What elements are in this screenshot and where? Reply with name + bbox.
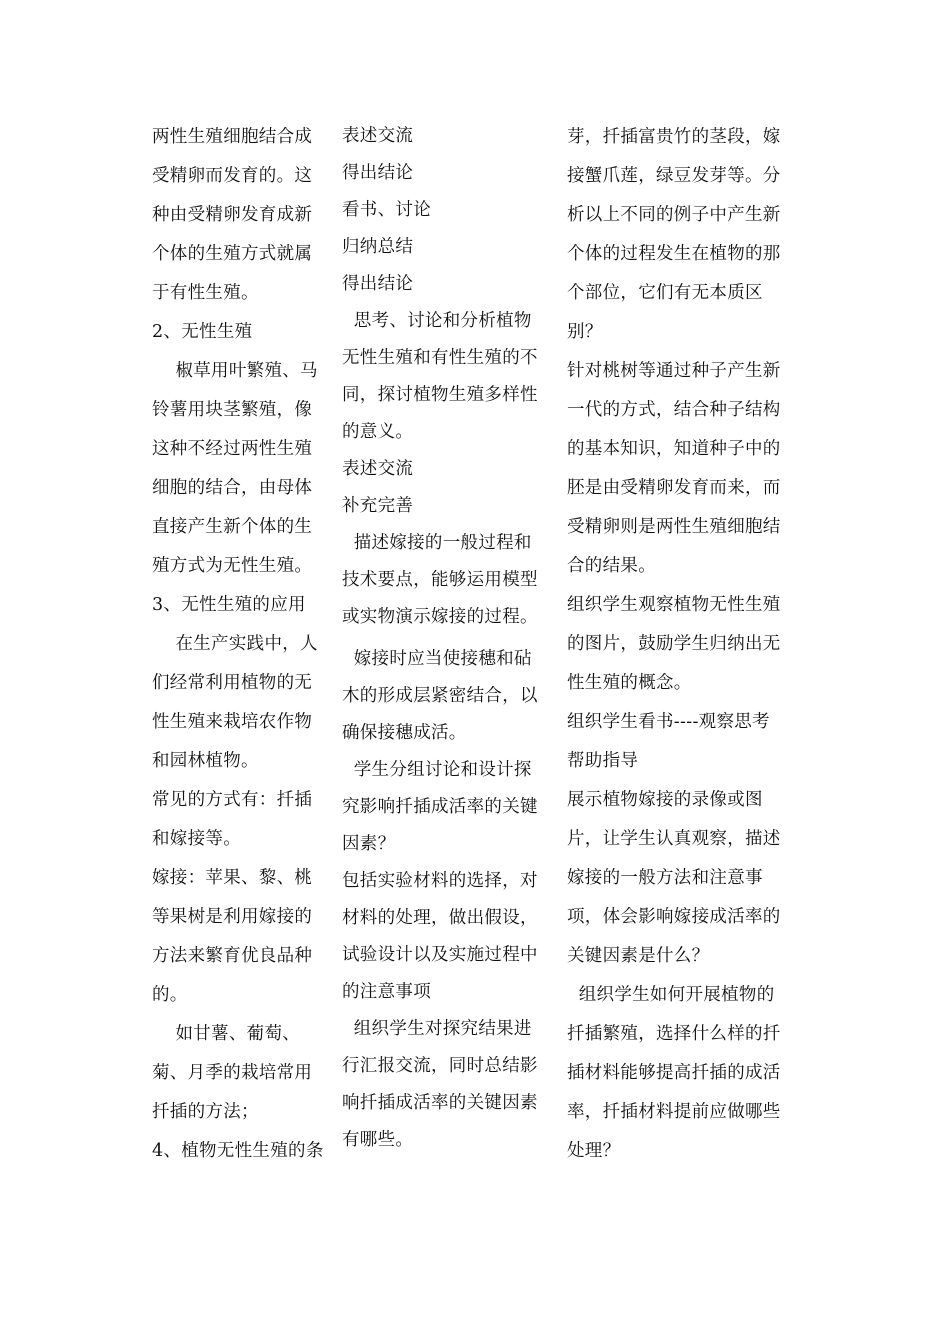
text-line: 的基本知识，知道种子中的 bbox=[567, 439, 781, 459]
text-line: 等果树是利用嫁接的 bbox=[152, 907, 313, 927]
text-line: 得出结论 bbox=[342, 163, 414, 183]
text-line: 直接产生新个体的生 bbox=[152, 517, 313, 537]
text-line: 别？ bbox=[567, 322, 603, 342]
text-line: 处理？ bbox=[567, 1141, 621, 1161]
text-line: 的注意事项 bbox=[342, 982, 431, 1002]
text-line: 因素？ bbox=[342, 834, 396, 854]
text-line: 受精卵而发育的。这 bbox=[152, 166, 313, 186]
text-line: 接蟹爪莲，绿豆发芽等。分 bbox=[567, 166, 781, 186]
text-line: 表述交流 bbox=[342, 126, 414, 146]
text-line: 两性生殖细胞结合成 bbox=[152, 127, 313, 147]
text-line: 的图片，鼓励学生归纳出无 bbox=[567, 634, 781, 654]
text-line: 在生产实践中，人 bbox=[152, 634, 318, 654]
text-line: 组织学生如何开展植物的 bbox=[567, 985, 775, 1005]
text-line: 学生分组讨论和设计探 bbox=[342, 760, 532, 780]
text-column-middle bbox=[342, 118, 556, 1159]
text-line: 行汇报交流，同时总结影 bbox=[342, 1056, 538, 1076]
text-line: 得出结论 bbox=[342, 274, 414, 294]
text-line: 同，探讨植物生殖多样性 bbox=[342, 385, 538, 405]
text-line: 木的形成层紧密结合，以 bbox=[342, 686, 538, 706]
text-line: 殖方式为无性生殖。 bbox=[152, 556, 313, 576]
text-line: 无性生殖和有性生殖的不 bbox=[342, 348, 538, 368]
text-line: 胚是由受精卵发育而来，而 bbox=[567, 478, 781, 498]
text-line: 个体的过程发生在植物的那 bbox=[567, 244, 781, 264]
text-line: 组织学生看书----观察思考 bbox=[567, 712, 770, 732]
text-line: 率，扦插材料提前应做哪些 bbox=[567, 1102, 781, 1122]
text-line: 帮助指导 bbox=[567, 751, 639, 771]
text-line: 这种不经过两性生殖 bbox=[152, 439, 313, 459]
text-line: 片，让学生认真观察，描述 bbox=[567, 829, 781, 849]
text-line: 合的结果。 bbox=[567, 556, 656, 576]
text-line: 响扦插成活率的关键因素 bbox=[342, 1093, 538, 1113]
text-line: 关键因素是什么？ bbox=[567, 946, 710, 966]
text-line: 和园林植物。 bbox=[152, 751, 259, 771]
text-line: 确保接穗成活。 bbox=[342, 723, 467, 743]
text-line: 于有性生殖。 bbox=[152, 283, 259, 303]
text-line: 的。 bbox=[152, 985, 188, 1005]
text-line: 嫁接：苹果、黎、桃 bbox=[152, 868, 313, 888]
text-line: 思考、讨论和分析植物 bbox=[342, 311, 532, 331]
text-line: 性生殖来栽培农作物 bbox=[152, 712, 313, 732]
text-line: 归纳总结 bbox=[342, 237, 414, 257]
text-line: 组织学生对探究结果进 bbox=[342, 1019, 532, 1039]
text-line: 常见的方式有：扦插 bbox=[152, 790, 313, 810]
text-line: 个体的生殖方式就属 bbox=[152, 244, 313, 264]
text-line: 芽，扦插富贵竹的茎段，嫁 bbox=[567, 127, 781, 147]
text-line: 受精卵则是两性生殖细胞结 bbox=[567, 517, 781, 537]
text-line: 究影响扦插成活率的关键 bbox=[342, 797, 538, 817]
text-line: 材料的处理，做出假设， bbox=[342, 908, 538, 928]
text-line: 4、植物无性生殖的条 bbox=[152, 1141, 324, 1161]
text-line: 方法来繁育优良品种 bbox=[152, 946, 313, 966]
text-line: 种由受精卵发育成新 bbox=[152, 205, 313, 225]
text-line: 细胞的结合，由母体 bbox=[152, 478, 313, 498]
text-line: 或实物演示嫁接的过程。 bbox=[342, 607, 538, 627]
text-line: 试验设计以及实施过程中 bbox=[342, 945, 538, 965]
text-line: 的意义。 bbox=[342, 422, 414, 442]
text-line: 一代的方式，结合种子结构 bbox=[567, 400, 781, 420]
text-line: 和嫁接等。 bbox=[152, 829, 241, 849]
text-line: 看书、讨论 bbox=[342, 200, 431, 220]
text-line: 2、无性生殖 bbox=[152, 322, 253, 342]
text-line: 们经常利用植物的无 bbox=[152, 673, 313, 693]
text-line: 铃薯用块茎繁殖，像 bbox=[152, 400, 313, 420]
text-line: 椒草用叶繁殖、马 bbox=[152, 361, 318, 381]
text-line: 针对桃树等通过种子产生新 bbox=[567, 361, 781, 381]
text-line: 表述交流 bbox=[342, 459, 414, 479]
text-line: 补充完善 bbox=[342, 496, 414, 516]
text-line: 嫁接时应当使接穗和砧 bbox=[342, 649, 532, 669]
text-line: 扦插繁殖，选择什么样的扦 bbox=[567, 1024, 781, 1044]
text-line: 有哪些。 bbox=[342, 1130, 414, 1150]
text-line: 菊、月季的栽培常用 bbox=[152, 1063, 313, 1083]
text-line: 插材料能够提高扦插的成活 bbox=[567, 1063, 781, 1083]
text-line: 技术要点，能够运用模型 bbox=[342, 570, 538, 590]
text-column-right bbox=[567, 118, 801, 1171]
text-line: 性生殖的概念。 bbox=[567, 673, 692, 693]
text-line: 包括实验材料的选择，对 bbox=[342, 871, 538, 891]
text-line: 项，体会影响嫁接成活率的 bbox=[567, 907, 781, 927]
text-line: 组织学生观察植物无性生殖 bbox=[567, 595, 781, 615]
text-line: 展示植物嫁接的录像或图 bbox=[567, 790, 763, 810]
text-line: 如甘薯、葡萄、 bbox=[152, 1024, 301, 1044]
text-line: 描述嫁接的一般过程和 bbox=[342, 533, 532, 553]
text-column-left bbox=[152, 118, 338, 1171]
text-line: 个部位，它们有无本质区 bbox=[567, 283, 763, 303]
text-line: 3、无性生殖的应用 bbox=[152, 595, 306, 615]
text-line: 析以上不同的例子中产生新 bbox=[567, 205, 781, 225]
text-line: 扦插的方法； bbox=[152, 1102, 259, 1122]
text-line: 嫁接的一般方法和注意事 bbox=[567, 868, 763, 888]
